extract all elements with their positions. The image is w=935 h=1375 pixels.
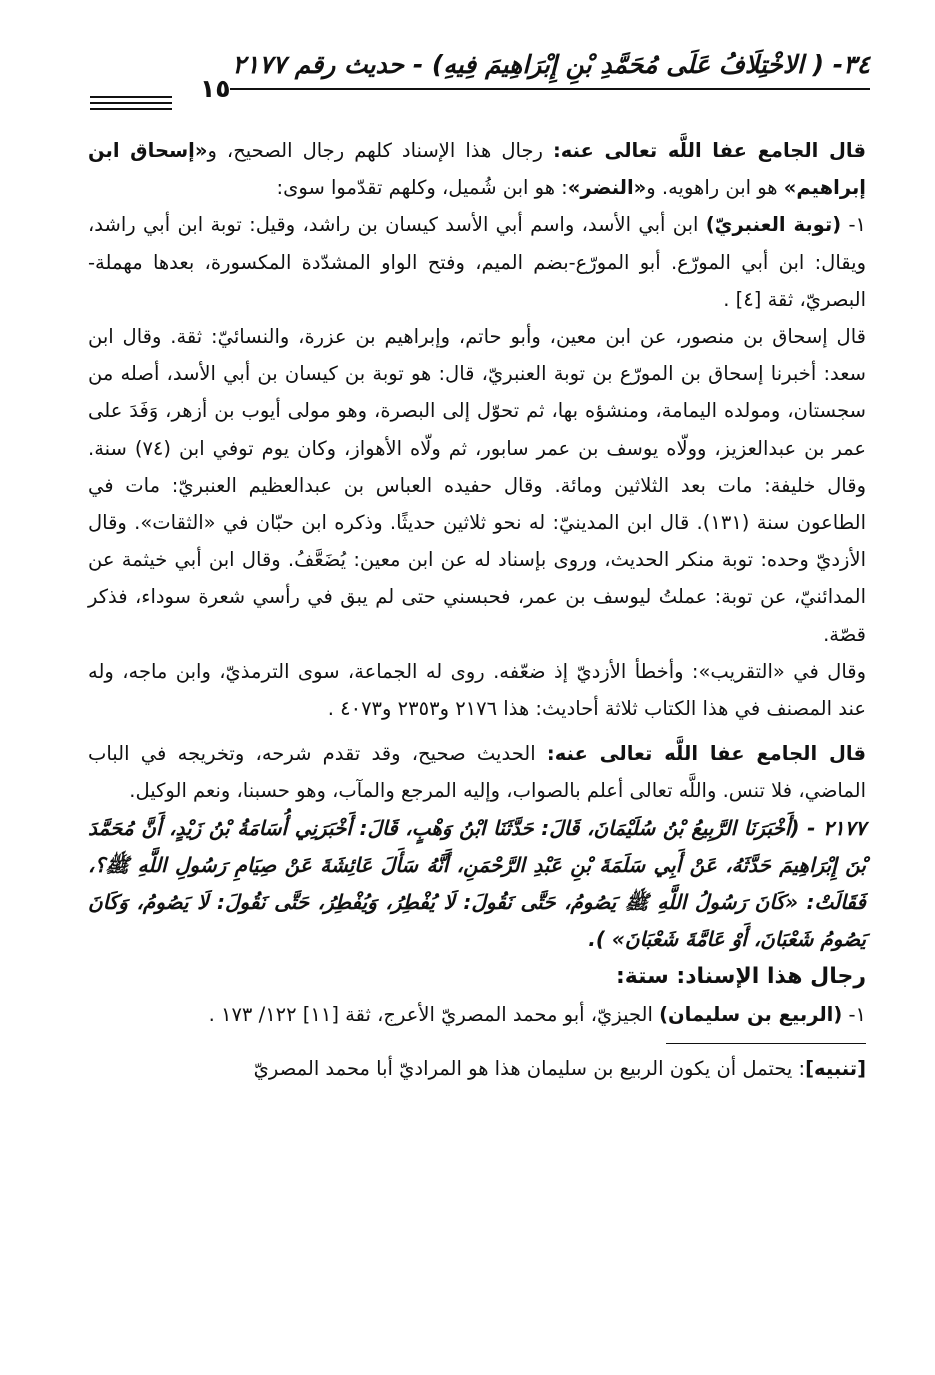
entry-text: ابن أبي الأسد، واسم أبي الأسد كيسان بن راشد، وقيل: توبة ابن أبي راشد، ويقال: ابن أبي المورّع. أبو المورّع-بضم الميم، وفتح الواو المشدّدة المكسورة، بعدها مهملة- البصريّ، ثقة [٤] . bbox=[88, 213, 866, 311]
hadith-text: ٢١٧٧ - (أَخْبَرَنَا الرَّبِيعُ بْنُ سُلَيْمَانَ، قَالَ: حَدَّثَنَا ابْنُ وَهْبٍ، قَالَ: أَخْبَرَنِي أُسَامَةُ بْنُ زَيْدٍ، أَنَّ مُحَمَّدَ بْنَ إِبْرَاهِيمَ حَدَّثَهُ، عَنْ أَبِي سَلَمَةَ بْنِ عَبْدِ الرَّحْمَنِ، أَنَّهُ سَأَلَ عَائِشَةَ عَنْ صِيَامِ رَسُولِ اللَّهِ ﷺ؟، فَقَالَتْ: «كَانَ رَسُولُ اللَّهِ ﷺ يَصُومُ، حَتَّى نَقُولَ: لَا يُفْطِرُ، وَيُفْطِرُ، حَتَّى نَقُولَ: لَا يَصُومُ، وَكَانَ يَصُومُ شَعْبَانَ، أَوْ عَامَّةَ شَعْبَانَ» ). bbox=[88, 815, 866, 952]
narrator-name: «إسحاق ابن إبراهيم» bbox=[88, 139, 866, 200]
entry-number: ١- bbox=[842, 1002, 866, 1026]
footnote-rule bbox=[666, 1043, 866, 1044]
paragraph-commentary-2 bbox=[88, 735, 866, 809]
text-span: رجال هذا الإسناد كلهم رجال الصحيح، و bbox=[207, 139, 553, 162]
paragraph-taqrib bbox=[88, 653, 866, 727]
commentator-label: قال الجامع عفا اللَّه تعالى عنه: bbox=[546, 742, 866, 766]
paragraph-commentary-1 bbox=[88, 132, 866, 206]
section-heading: رجال هذا الإسناد: ستة: bbox=[616, 964, 866, 990]
header-rule bbox=[230, 88, 870, 90]
note-paragraph bbox=[88, 1050, 866, 1087]
taqrib-text: وقال في «التقريب»: وأخطأ الأزديّ إذ ضعّفه. روى له الجماعة، سوى الترمذيّ، وابن ماجه، وله عند المصنف في هذا الكتاب ثلاثة أحاديث: هذا ٢١٧٦ و٢٣٥٣ و٤٠٧٣ . bbox=[88, 659, 866, 721]
entry-text: الجيزيّ، أبو محمد المصريّ الأعرج، ثقة [١١] ١٢٢/ ١٧٣ . bbox=[208, 1002, 660, 1026]
decorative-lines bbox=[90, 96, 172, 114]
text-span: : هو ابن شُميل، وكلهم تقدّموا سوى: bbox=[276, 176, 568, 200]
narrator-name: (الربيع بن سليمان) bbox=[659, 1002, 843, 1026]
paragraph-biography bbox=[88, 318, 866, 653]
text-span: هو ابن راهويه. و bbox=[646, 176, 784, 200]
biography-text: قال إسحاق بن منصور، عن ابن معين، وأبو حاتم، وإبراهيم بن عزرة، والنسائيّ: ثقة. وقال ابن سعد: أخبرنا إسحاق بن المورّع بن توبة العنبريّ، قال: هو توبة بن كيسان بن أبي الأسد، أصله من سجستان، ومولده اليمامة، ومنشؤه بها، ثم تحوّل إلى البصرة، وهو مولى أيوب بن أزهر، وَفَدَ على عمر بن عبدالعزيز، وولّاه يوسف بن عمر سابور، ثم ولّاه الأهواز، وكان يوم توفي ابن (٧٤) سنة. وقال خليفة: مات بعد الثلاثين ومائة. وقال حفيده العباس بن عبدالعظيم العنبريّ: مات في الطاعون سنة (١٣١). قال ابن المدينيّ: له نحو ثلاثين حديثًا. وذكره ابن حبّان في «الثقات». وقال الأزديّ وحده: توبة منكر الحديث، وروى بإسناد له عن ابن معين: يُضَعَّفُ. وقال ابن أبي خيثمة عن المدائنيّ، عن توبة: عملتُ ليوسف بن عمر، فحبسني حتى لم يبق في رأسي شعرة سوداء، فذكر قصّة. bbox=[88, 325, 867, 646]
commentator-label: قال الجامع عفا اللَّه تعالى عنه: bbox=[552, 139, 866, 162]
page-number: ١٥ bbox=[200, 74, 231, 103]
narrator-entry-2 bbox=[88, 996, 866, 1033]
header-title: ٣٤- ( الاخْتِلَافُ عَلَى مُحَمَّدِ بْنِ إِبْرَاهِيمَ فِيهِ) - حديث رقم ٢١٧٧ bbox=[232, 50, 870, 79]
entry-number: ١- bbox=[841, 213, 866, 237]
running-header bbox=[90, 50, 870, 110]
note-label: [تنبيه] bbox=[805, 1056, 866, 1080]
narrator-entry-1 bbox=[88, 206, 866, 318]
text-span: الحديث صحيح، وقد تقدم شرحه، وتخريجه في الباب الماضي، فلا تنس. واللَّه تعالى أعلم بالصواب، وإليه المرجع والمآب، وهو حسبنا، ونعم الوكيل. bbox=[88, 742, 866, 803]
narrator-name: «النضر» bbox=[567, 176, 647, 200]
narrator-name: (توبة العنبريّ) bbox=[705, 213, 842, 237]
main-text bbox=[88, 132, 866, 1087]
note-text: : يحتمل أن يكون الربيع بن سليمان هذا هو المراديّ أبا محمد المصريّ bbox=[253, 1056, 806, 1080]
